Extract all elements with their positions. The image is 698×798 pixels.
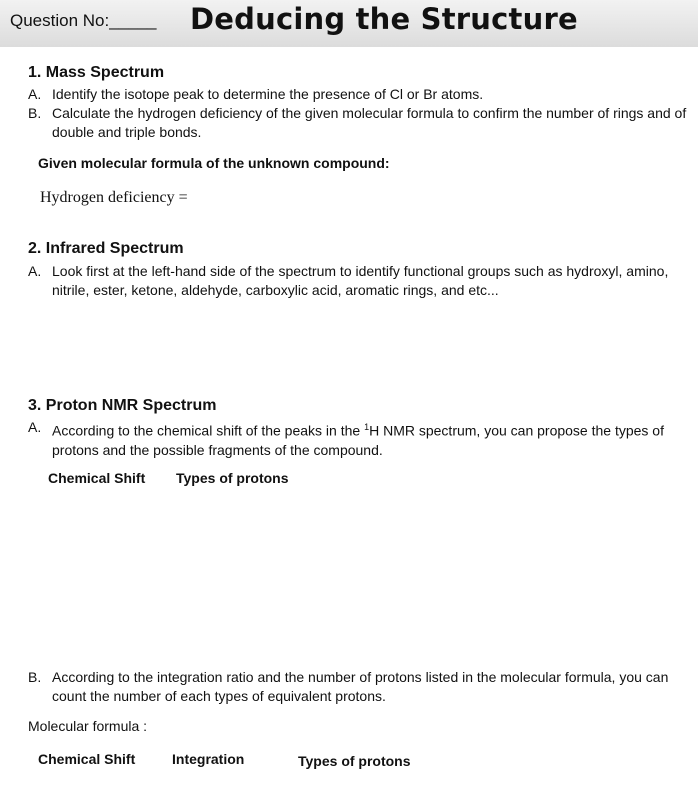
superscript: 1 (364, 422, 370, 432)
list-text: According to the chemical shift of the peaks in the $^1$H NMR spectrum, you can propose the types of protons and the possible fragments of the compound. (52, 422, 664, 458)
table1-col-chemical-shift: Chemical Shift (48, 470, 146, 486)
list-text: Look first at the left-hand side of the spectrum to identify functional groups such as hydroxyl, amino, nitrile, ester, ketone, aldehyde, carboxylic acid, aromatic rings, and etc... (52, 263, 669, 298)
section-heading-infrared-spectrum: 2. Infrared Spectrum (28, 240, 184, 257)
nmr-item-a (28, 418, 696, 460)
nmr-item-b (28, 668, 688, 706)
mass-item-a (28, 85, 688, 104)
hydrogen-deficiency-label: Hydrogen deficiency = (40, 189, 188, 206)
ir-item-a (28, 262, 678, 300)
section-heading-proton-nmr: 3. Proton NMR Spectrum (28, 397, 217, 414)
table2-col-types-of-protons: Types of protons (298, 753, 411, 769)
section-heading-mass-spectrum: 1. Mass Spectrum (28, 64, 165, 81)
list-marker: A. (28, 419, 42, 435)
question-number-label: Question No:_____ (10, 11, 157, 30)
list-marker: B. (28, 669, 42, 685)
table1-col-types-of-protons: Types of protons (176, 470, 289, 486)
list-text: According to the integration ratio and the number of protons listed in the molecular formula, you can count the number of each types of equivalent protons. (52, 669, 669, 704)
list-marker: B. (28, 105, 42, 121)
given-formula-label: Given molecular formula of the unknown compound: (38, 155, 390, 171)
list-text: Calculate the hydrogen deficiency of the given molecular formula to confirm the number of rings and of double and triple bonds. (52, 105, 687, 140)
mass-item-b (28, 104, 688, 142)
list-text: Identify the isotope peak to determine the presence of Cl or Br atoms. (52, 86, 484, 102)
page-header (0, 0, 698, 47)
page-title: Deducing the Structure (190, 2, 578, 36)
molecular-formula-label: Molecular formula : (28, 718, 148, 734)
table2-col-chemical-shift: Chemical Shift (38, 751, 136, 767)
table2-col-integration: Integration (172, 751, 245, 767)
list-marker: A. (28, 86, 42, 102)
list-marker: A. (28, 263, 42, 279)
